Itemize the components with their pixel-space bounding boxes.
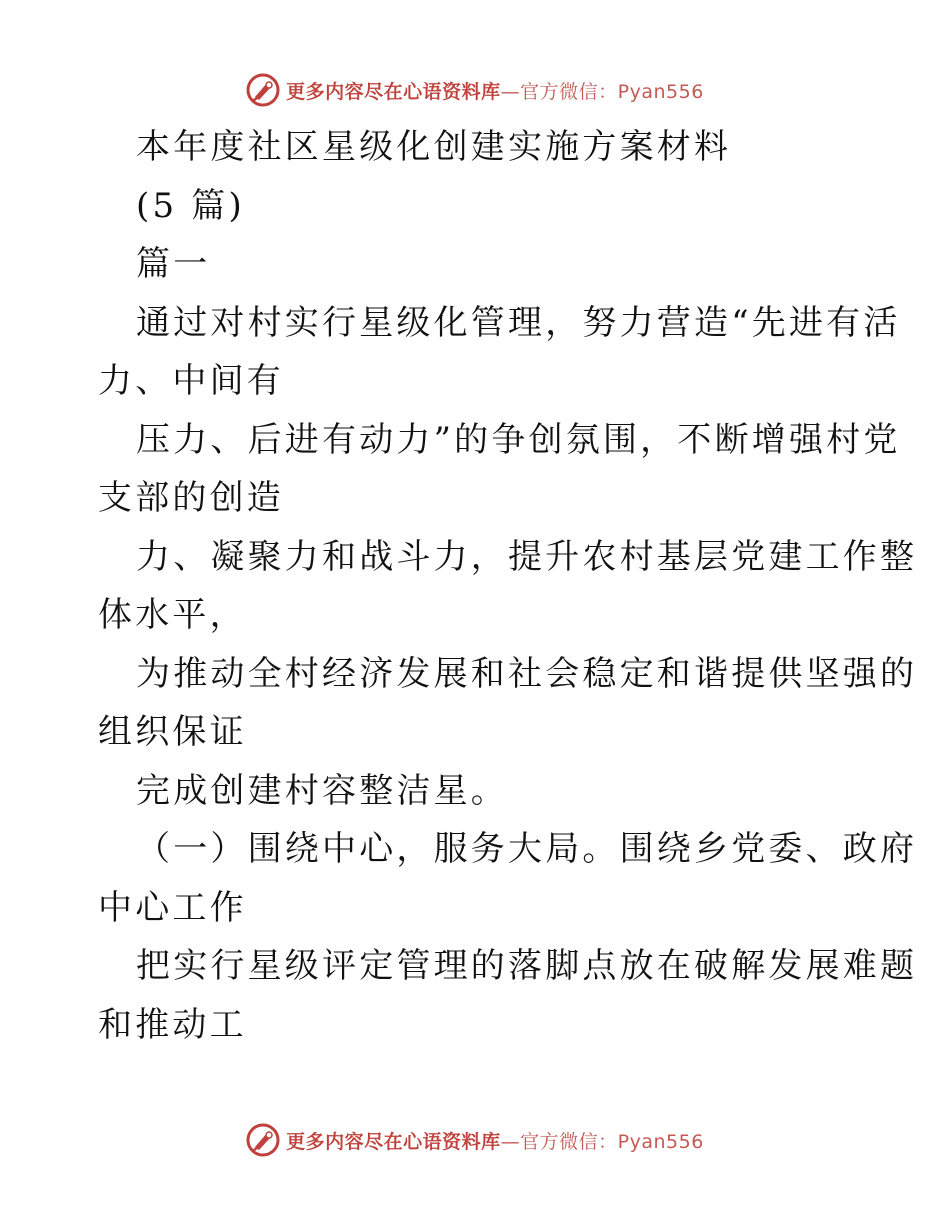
header-watermark-banner [0,70,950,110]
pen-nib-seal-icon [246,73,280,107]
footer-watermark-banner [0,1120,950,1160]
paragraph-line: 中心工作 [98,887,247,928]
document-subtitle: (5 篇) [136,185,245,226]
paragraph-line: 把实行星级评定管理的落脚点放在破解发展难题 [136,946,918,986]
section-heading: 篇一 [136,244,211,284]
paragraph-line: 体水平， [98,595,247,635]
document-body [98,118,918,1054]
paragraph-line: （一）围绕中心，服务大局。围绕乡党委、政府 [136,829,918,869]
paragraph-line: 力、凝聚力和战斗力，提升农村基层党建工作整 [136,536,918,577]
paragraph-line: 支部的创造 [98,478,284,518]
document-title: 本年度社区星级化创建实施方案材料 [136,127,732,167]
site-name-text: 更多内容尽在心语资料库 [286,1130,501,1153]
contact-text: —官方微信：Pyan556 [500,80,704,103]
pen-nib-seal-icon [246,1123,280,1157]
header-watermark-text [286,77,704,104]
footer-watermark-text [286,1127,704,1154]
paragraph-line: 组织保证 [98,712,247,752]
contact-text: —官方微信：Pyan556 [500,1130,704,1153]
paragraph-line: 和推动工 [98,1004,247,1045]
paragraph-line: 完成创建村容整洁星。 [136,770,508,811]
paragraph-line: 压力、后进有动力”的争创氛围，不断增强村党 [136,419,901,460]
paragraph-line: 为推动全村经济发展和社会稳定和谐提供坚强的 [136,653,918,694]
site-name-text: 更多内容尽在心语资料库 [286,80,501,103]
paragraph-line: 通过对村实行星级化管理，努力营造“先进有活 [136,302,901,343]
paragraph-line: 力、中间有 [98,361,284,401]
